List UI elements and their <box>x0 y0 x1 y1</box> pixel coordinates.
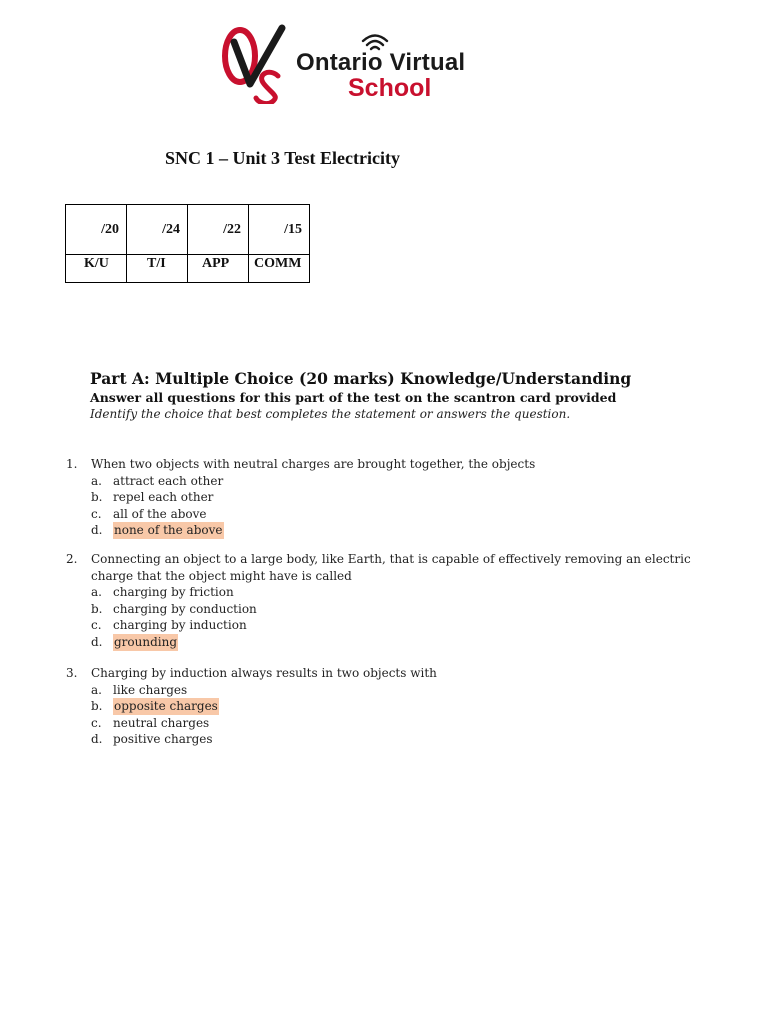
option-letter: d. <box>91 732 103 747</box>
question-stem: When two objects with neutral charges are brought together, the objects <box>91 457 536 471</box>
question-number: 1. <box>66 457 78 471</box>
option-text: like charges <box>113 682 188 697</box>
category-cell: T/I <box>127 255 188 283</box>
option-letter: a. <box>91 682 102 697</box>
part-a-heading: Part A: Multiple Choice (20 marks) Knowledge/Understanding <box>90 369 632 388</box>
option-letter: b. <box>91 699 103 714</box>
highlighted-answer: opposite charges <box>114 699 218 714</box>
option-letter: d. <box>91 523 103 538</box>
option-text: repel each other <box>113 490 214 505</box>
page-title: SNC 1 – Unit 3 Test Electricity <box>165 148 400 168</box>
option-text: attract each other <box>113 473 224 488</box>
school-logo <box>220 24 510 104</box>
marks-table <box>65 204 310 283</box>
ovs-logo-mark-icon <box>220 24 295 104</box>
question-number: 3. <box>66 666 78 680</box>
option-text: charging by induction <box>113 618 247 633</box>
category-cell: APP <box>188 255 249 283</box>
option-letter: b. <box>91 490 103 505</box>
option-text: charging by conduction <box>113 601 257 616</box>
part-a-subheading: Answer all questions for this part of the test on the scantron card provided <box>90 390 617 405</box>
score-cell: /20 <box>66 205 127 255</box>
option-letter: d. <box>91 634 103 649</box>
score-cell: /22 <box>188 205 249 255</box>
option-text: all of the above <box>113 506 207 521</box>
logo-text-line1: Ontario Virtual <box>296 49 466 76</box>
option-text: charging by friction <box>113 585 234 600</box>
category-cell: COMM <box>249 255 310 283</box>
score-cell: /24 <box>127 205 188 255</box>
score-cell: /15 <box>249 205 310 255</box>
question-stem: Charging by induction always results in two objects with <box>91 666 437 680</box>
option-text: positive charges <box>113 732 213 747</box>
question-number: 2. <box>66 552 78 566</box>
categories-row <box>66 255 310 283</box>
part-a-instruction: Identify the choice that best completes the statement or answers the question. <box>90 407 571 421</box>
highlighted-answer: none of the above <box>114 523 223 538</box>
option-letter: b. <box>91 601 103 616</box>
question-stem: Connecting an object to a large body, like Earth, that is capable of effectively removing an electric charge that the object might have is called <box>91 552 691 583</box>
option-letter: a. <box>91 473 102 488</box>
option-text: neutral charges <box>113 715 210 730</box>
option-letter: c. <box>91 506 102 521</box>
logo-text-line2: School <box>348 74 432 102</box>
option-letter: a. <box>91 585 102 600</box>
option-letter: c. <box>91 618 102 633</box>
category-cell: K/U <box>66 255 127 283</box>
scores-row <box>66 205 310 255</box>
highlighted-answer: grounding <box>114 634 178 649</box>
option-letter: c. <box>91 715 102 730</box>
